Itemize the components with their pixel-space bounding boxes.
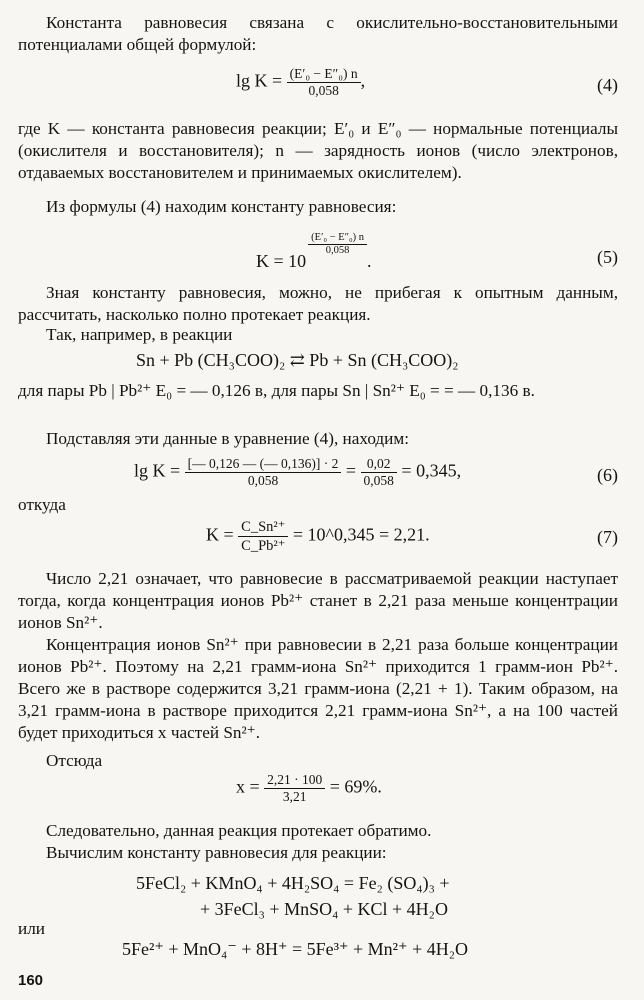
paragraph-whence: откуда [18,495,66,514]
paragraph-hence: Отсюда [46,751,103,770]
paragraph-reversible: Следовательно, данная реакция протекает обратимо. [46,821,432,840]
paragraph-for-example: Так, например, в реакции [46,325,233,344]
reaction-fecl2-line1: 5FeCl₂ + KMnO₄ + 4H₂SO₄ = Fe₂ (SO₄)₃ + [136,873,450,893]
equation-5-number: (5) [597,247,618,267]
paragraph-substituting: Подставляя эти данные в уравнение (4), находим: [46,429,410,448]
equation-x: x = $\frac{2,21 \cdot 100}{3,21}$ = 69%. [236,772,382,804]
page-number: 160 [18,972,44,989]
equation-7: K = $\frac{\text{C\_Sn²⁺}}{\text{C\_Pb²⁺}}$ = 10^0,345 = 2,21. [206,519,430,554]
reaction-ionic: 5Fe²⁺ + MnO₄⁻ + 8H⁺ = 5Fe³⁺ + Mn²⁺ + 4H₂O [122,939,469,959]
equation-6-number: (6) [597,465,618,485]
reaction-sn-pb: Sn + Pb (CH₃COO)₂ ⇄ Pb + Sn (CH₃COO)₂ [136,350,459,370]
equation-6: lg K = $\frac{[— 0,126 — (— 0,136)] \cdot 2}{0,058}$ = $\frac{0,02}{0,058}$ = 0,345, [134,456,462,488]
paragraph-intro: Константа равновесия связана с окислительно-восстановительными потенциалами общей формулой: [18,13,618,54]
paragraph-meaning: Число 2,21 означает, что равновесие в рассматриваемой реакции наступает тогда, когда концентрация ионов Pb²⁺ станет в 2,21 раза меньше концентрации ионов Sn²⁺. [18,569,618,632]
paragraph-concentration: Концентрация ионов Sn²⁺ при равновесии в 2,21 раза больше концентрации ионов Pb²⁺. Поэтому на 2,21 грамм-иона Sn²⁺ приходится 1 грамм-ион Pb²⁺. Всего же в растворе содержится 3,21 грамм-иона (2,21 + 1). Таким образом, на 3,21 грамм-иона в растворе приходится 2,21 грамм-иона Sn²⁺, а на 100 частей будет приходиться x частей Sn²⁺. [18,635,618,742]
paragraph-knowing-constant: Зная константу равновесия, можно, не прибегая к опытным данным, рассчитать, насколько полно протекает реакция. [18,283,618,324]
equation-7-number: (7) [597,527,618,547]
paragraph-calculate: Вычислим константу равновесия для реакции: [46,843,387,862]
equation-4: lg K = $\frac{\text{(E′₀ − E″₀) n}}{0,058}$ , [236,66,366,98]
paragraph-from-formula: Из формулы (4) находим константу равновесия: [46,197,397,216]
paragraph-definitions: где K — константа равновесия реакции; E′₀ и E″₀ — нормальные потенциалы (окислителя и восстановителя); n — зарядность ионов (число электронов, отдаваемых восстановителем и принимаемых окислителем). [18,119,618,182]
paragraph-pairs: для пары Pb | Pb²⁺ E₀ = — 0,126 в, для пары Sn | Sn²⁺ E₀ = = — 0,136 в. [18,381,535,400]
reaction-fecl2-line2: + 3FeCl₃ + MnSO₄ + KCl + 4H₂O [200,899,448,919]
equation-5: K = 10 $\frac{\text{(E′₀ − E″₀) n}}{0,058}$ . [256,232,372,271]
equation-4-number: (4) [597,75,618,95]
paragraph-or: или [18,919,45,938]
